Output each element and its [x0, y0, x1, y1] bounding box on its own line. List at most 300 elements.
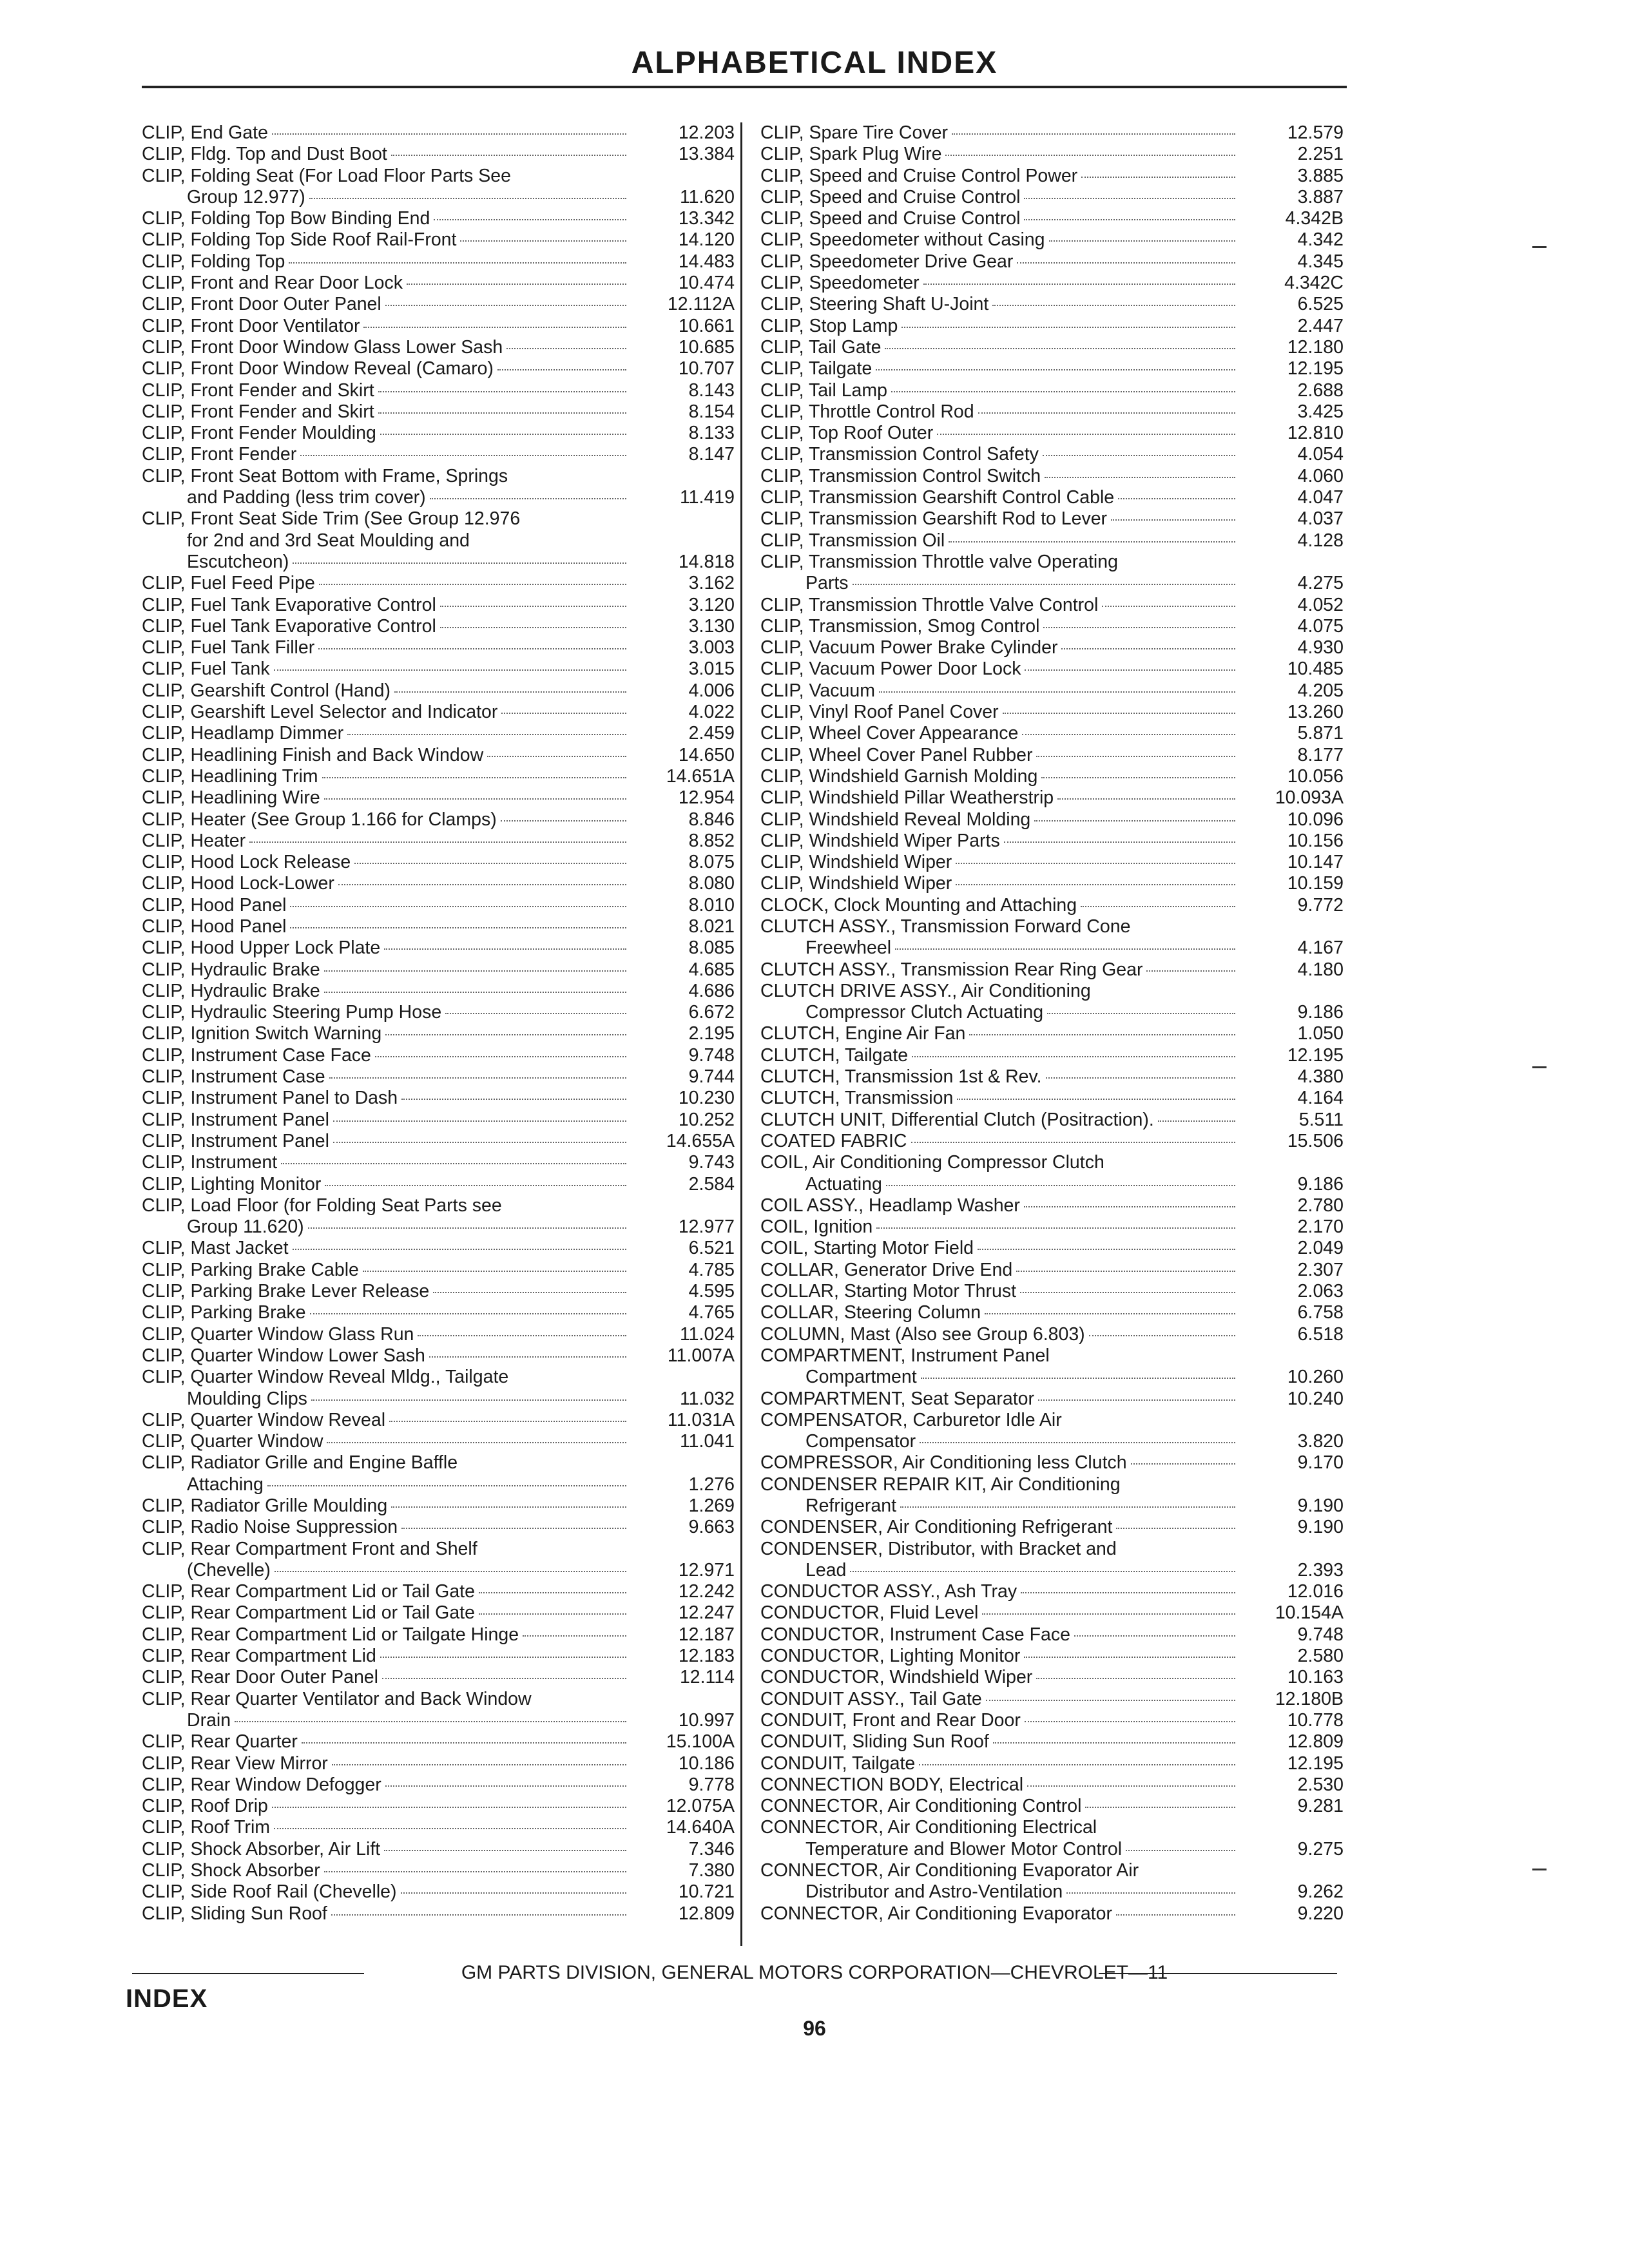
dot-leader	[275, 1571, 626, 1572]
dot-leader	[1045, 477, 1235, 478]
entry-line	[760, 229, 1247, 251]
dot-leader	[1036, 756, 1235, 757]
entry-text: CLIP, Quarter Window Glass Run	[142, 1323, 414, 1345]
entry-line	[760, 1539, 1247, 1560]
entry-page-ref: 14.120	[678, 229, 735, 251]
dot-leader	[952, 133, 1235, 135]
entry-text: CLIP, Vinyl Roof Panel Cover	[760, 702, 999, 723]
entry-description	[142, 658, 638, 680]
entry-page-ref: 10.056	[1287, 765, 1344, 787]
entry-line	[760, 1002, 1247, 1023]
entry-text: COLLAR, Starting Motor Thrust	[760, 1281, 1017, 1302]
entry-line	[760, 358, 1247, 380]
entry-description	[760, 1774, 1247, 1796]
entry-description	[760, 1624, 1247, 1646]
entry-text: CLIP, Speed and Cruise Control Power	[760, 165, 1078, 186]
entry-description	[760, 852, 1247, 873]
entry-description	[760, 1045, 1247, 1066]
entry-text: CLIP, Rear Compartment Lid or Tail Gate	[142, 1602, 475, 1624]
dot-leader	[347, 734, 626, 735]
dot-leader	[1022, 734, 1235, 735]
entry-text: CLIP, Front Door Outer Panel	[142, 294, 381, 315]
entry-line	[142, 530, 638, 552]
entry-description	[760, 1410, 1247, 1453]
entry-page-ref: 11.031A	[667, 1409, 735, 1430]
dot-leader	[333, 1142, 626, 1143]
entry-page-ref: 14.640A	[666, 1817, 735, 1838]
index-entry	[142, 1345, 735, 1367]
entry-text: CLIP, Fuel Feed Pipe	[142, 573, 315, 594]
entry-text: CLOCK, Clock Mounting and Attaching	[760, 894, 1077, 916]
entry-page-ref: 10.778	[1287, 1709, 1344, 1731]
entry-line	[142, 1602, 638, 1624]
entry-line	[760, 1174, 1247, 1195]
entry-description	[142, 1495, 638, 1517]
entry-text: CLIP, Transmission Throttle valve Operating	[760, 551, 1118, 572]
index-entry	[142, 1088, 735, 1109]
index-entry	[760, 616, 1344, 637]
dot-leader	[384, 1850, 626, 1851]
entry-text: CONDUCTOR, Windshield Wiper	[760, 1667, 1033, 1688]
entry-page-ref: 4.167	[1297, 937, 1344, 959]
index-entry	[142, 1517, 735, 1538]
entry-line	[760, 1045, 1247, 1066]
index-entry	[760, 444, 1344, 465]
entry-text: CLIP, Speedometer Drive Gear	[760, 251, 1014, 272]
index-entry	[760, 1689, 1344, 1710]
entry-page-ref: 12.954	[678, 787, 735, 809]
dot-leader	[487, 756, 626, 757]
entry-text: CLIP, Hydraulic Brake	[142, 980, 320, 1001]
entry-text: COMPENSATOR, Carburetor Idle Air	[760, 1409, 1062, 1430]
entry-line	[142, 1324, 638, 1345]
entry-description	[142, 1646, 638, 1667]
entry-line	[760, 616, 1247, 637]
entry-description	[760, 1281, 1247, 1302]
index-entry	[142, 1302, 735, 1323]
entry-text: CLIP, Rear Compartment Lid or Tail Gate	[142, 1581, 475, 1602]
index-entry	[142, 316, 735, 337]
entry-description	[760, 1066, 1247, 1088]
dot-leader	[338, 884, 626, 885]
index-entry	[760, 1774, 1344, 1796]
entry-line	[142, 723, 638, 744]
entry-page-ref: 10.240	[1287, 1388, 1344, 1409]
entry-line	[760, 637, 1247, 658]
entry-line	[142, 1066, 638, 1088]
footer-text: GM PARTS DIVISION, GENERAL MOTORS CORPORATION—CHEVROLET—11	[461, 1962, 1168, 1983]
entry-line	[142, 1689, 638, 1710]
entry-text: Actuating	[805, 1173, 882, 1195]
entry-text: CLIP, Transmission, Smog Control	[760, 615, 1040, 637]
entry-text: CLUTCH ASSY., Transmission Rear Ring Gear	[760, 959, 1143, 980]
entry-line	[760, 208, 1247, 229]
index-entry	[142, 937, 735, 959]
entry-line	[142, 294, 638, 315]
entry-line	[142, 466, 638, 487]
entry-text: CLIP, Fuel Tank Evaporative Control	[142, 615, 436, 637]
entry-text: CLIP, Wheel Cover Panel Rubber	[760, 744, 1033, 765]
entry-text: CONDENSER REPAIR KIT, Air Conditioning	[760, 1474, 1121, 1495]
entry-page-ref: 10.163	[1287, 1667, 1344, 1688]
entry-description	[142, 959, 638, 981]
entry-page-ref: 9.220	[1297, 1903, 1344, 1924]
entry-line	[760, 702, 1247, 723]
entry-text: Distributor and Astro-Ventilation	[805, 1881, 1063, 1903]
entry-description	[760, 1345, 1247, 1389]
entry-line	[142, 187, 638, 208]
entry-page-ref: 11.007A	[667, 1345, 735, 1366]
index-entry	[142, 702, 735, 723]
index-entry	[760, 229, 1344, 251]
entry-description	[142, 895, 638, 916]
entry-line	[142, 487, 638, 508]
dot-leader	[363, 327, 626, 328]
entry-line	[760, 337, 1247, 358]
entry-line	[142, 787, 638, 809]
entry-page-ref: 8.147	[688, 444, 735, 465]
entry-text: CLIP, Load Floor (for Folding Seat Parts see	[142, 1195, 502, 1216]
entry-line	[760, 787, 1247, 809]
entry-description	[760, 1324, 1247, 1345]
entry-line	[760, 916, 1247, 937]
index-entry	[760, 316, 1344, 337]
dot-leader	[1047, 1013, 1235, 1014]
entry-text: COIL, Starting Motor Field	[760, 1238, 974, 1259]
dot-leader	[385, 1034, 626, 1035]
index-entry	[760, 1710, 1344, 1731]
index-entry	[760, 487, 1344, 508]
entry-line	[142, 916, 638, 937]
dot-leader	[1024, 198, 1235, 199]
section-label: INDEX	[126, 1984, 208, 2013]
dot-leader	[434, 219, 626, 220]
entry-description	[760, 1023, 1247, 1044]
entry-page-ref: 10.252	[678, 1109, 735, 1130]
entry-text: COLLAR, Generator Drive End	[760, 1259, 1013, 1280]
dot-leader	[389, 1421, 626, 1422]
entry-text: CLIP, Instrument	[142, 1152, 278, 1173]
dot-leader	[1027, 1785, 1235, 1787]
dot-leader	[978, 1249, 1235, 1250]
entry-page-ref: 8.846	[688, 809, 735, 830]
entry-description	[142, 1324, 638, 1345]
entry-text: CLIP, Quarter Window Reveal	[142, 1409, 386, 1430]
entry-page-ref: 2.195	[688, 1023, 735, 1044]
entry-page-ref: 7.346	[688, 1838, 735, 1860]
entry-page-ref: 3.120	[688, 594, 735, 615]
entry-description	[760, 144, 1247, 165]
entry-text: CLIP, Sliding Sun Roof	[142, 1903, 327, 1924]
entry-line	[142, 122, 638, 144]
dot-leader	[401, 1892, 627, 1894]
entry-line	[760, 1881, 1247, 1903]
entry-line	[142, 1860, 638, 1881]
index-entry	[142, 852, 735, 873]
entry-text: CLIP, Transmission Gearshift Rod to Lever	[760, 508, 1108, 530]
index-entry	[760, 1731, 1344, 1753]
entry-description	[760, 1860, 1247, 1903]
entry-text: CONDUCTOR ASSY., Ash Tray	[760, 1581, 1017, 1602]
entry-line	[760, 1602, 1247, 1624]
dot-leader	[1049, 240, 1236, 242]
entry-page-ref: 3.425	[1297, 401, 1344, 422]
entry-description	[142, 787, 638, 809]
entry-page-ref: 4.342B	[1285, 208, 1344, 229]
entry-text: Lead	[805, 1559, 847, 1581]
entry-text: CLUTCH, Transmission 1st & Rev.	[760, 1066, 1042, 1088]
entry-page-ref: 9.663	[688, 1517, 735, 1538]
entry-line	[142, 1410, 638, 1431]
entry-text: CONDENSER, Air Conditioning Refrigerant	[760, 1517, 1113, 1538]
entry-text: CLIP, End Gate	[142, 122, 268, 143]
dot-leader	[1020, 1292, 1235, 1293]
index-entry	[142, 1881, 735, 1903]
index-entry	[760, 1624, 1344, 1646]
entry-line	[760, 895, 1247, 916]
index-entry	[142, 251, 735, 273]
entry-page-ref: 6.672	[688, 1002, 735, 1023]
entry-description	[760, 702, 1247, 723]
dot-leader	[901, 327, 1235, 328]
dot-leader	[1041, 777, 1235, 778]
entry-text: CLIP, Folding Seat (For Load Floor Parts See	[142, 165, 511, 186]
entry-line	[142, 1624, 638, 1646]
entry-text: CLIP, Shock Absorber	[142, 1860, 320, 1881]
entry-description	[142, 723, 638, 744]
dot-leader	[969, 1034, 1235, 1035]
entry-line	[142, 680, 638, 702]
dot-leader	[1036, 1678, 1235, 1679]
index-entry	[142, 380, 735, 401]
entry-description	[142, 637, 638, 658]
index-entry	[760, 1045, 1344, 1066]
entry-description	[760, 1302, 1247, 1323]
entry-page-ref: 4.595	[688, 1281, 735, 1302]
entry-text: CLUTCH ASSY., Transmission Forward Cone	[760, 916, 1131, 937]
dot-leader	[445, 1013, 626, 1014]
entry-text: Attaching	[187, 1474, 264, 1495]
entry-line	[142, 337, 638, 358]
index-entry	[142, 273, 735, 294]
index-entry	[760, 208, 1344, 229]
index-entry	[760, 166, 1344, 187]
entry-text: CONDUCTOR, Lighting Monitor	[760, 1646, 1021, 1667]
entry-description	[760, 1260, 1247, 1281]
entry-line	[142, 1281, 638, 1302]
entry-description	[142, 166, 638, 209]
dot-leader	[911, 1142, 1236, 1143]
entry-text: CLIP, Rear Compartment Front and Shelf	[142, 1538, 477, 1559]
dot-leader	[957, 1099, 1235, 1100]
entry-description	[760, 916, 1247, 959]
index-entry	[142, 1002, 735, 1023]
entry-line	[142, 208, 638, 229]
dot-leader	[235, 1721, 626, 1722]
entry-page-ref: 4.128	[1297, 530, 1344, 551]
index-entry	[760, 337, 1344, 358]
index-entry	[142, 981, 735, 1002]
entry-line	[142, 1002, 638, 1023]
entry-description	[760, 444, 1247, 465]
entry-description	[760, 1731, 1247, 1753]
entry-line	[760, 680, 1247, 702]
entry-line	[142, 959, 638, 981]
entry-text: CONDUCTOR, Fluid Level	[760, 1602, 979, 1624]
page-number: 96	[803, 2017, 826, 2040]
dot-leader	[1081, 177, 1235, 178]
dot-leader	[293, 562, 626, 564]
entry-line	[142, 702, 638, 723]
dot-leader	[1089, 1335, 1235, 1336]
entry-text: COATED FABRIC	[760, 1130, 907, 1151]
entry-text: CONNECTOR, Air Conditioning Control	[760, 1796, 1082, 1817]
entry-page-ref: 3.015	[688, 658, 735, 680]
entry-text: CLIP, Windshield Wiper Parts	[760, 830, 1000, 851]
entry-text: and Padding (less trim cover)	[187, 487, 426, 508]
entry-text: Parts	[805, 573, 849, 594]
entry-page-ref: 9.186	[1297, 1002, 1344, 1023]
entry-page-ref: 12.187	[678, 1624, 735, 1645]
entry-line	[142, 1389, 638, 1410]
entry-line	[760, 573, 1247, 594]
index-entry	[142, 1410, 735, 1431]
index-entry	[142, 1281, 735, 1302]
index-entry	[142, 1817, 735, 1838]
index-entry	[142, 723, 735, 744]
entry-page-ref: 8.143	[688, 380, 735, 401]
entry-text: CLIP, Front Fender and Skirt	[142, 401, 374, 422]
entry-page-ref: 4.342C	[1284, 273, 1344, 294]
entry-text: CLIP, Rear Compartment Lid	[142, 1646, 376, 1667]
entry-line	[760, 1088, 1247, 1109]
entry-description	[760, 1131, 1247, 1152]
entry-page-ref: 2.688	[1297, 380, 1344, 401]
entry-text: COMPRESSOR, Air Conditioning less Clutch	[760, 1452, 1127, 1474]
entry-description	[760, 1110, 1247, 1131]
index-entry	[142, 1152, 735, 1173]
entry-text: CLIP, Top Roof Outer	[760, 423, 934, 444]
dot-leader	[327, 1442, 626, 1443]
entry-page-ref: 2.530	[1297, 1774, 1344, 1795]
entry-description	[760, 1753, 1247, 1774]
dot-leader	[324, 1871, 626, 1872]
index-entry	[142, 1238, 735, 1259]
entry-page-ref: 10.230	[678, 1088, 735, 1109]
entry-description	[142, 852, 638, 873]
entry-text: CONDUIT, Sliding Sun Roof	[760, 1731, 989, 1753]
index-entry	[760, 1238, 1344, 1259]
entry-description	[760, 787, 1247, 809]
entry-page-ref: 9.778	[688, 1774, 735, 1795]
entry-line	[760, 1238, 1247, 1259]
dot-leader	[363, 1271, 626, 1272]
entry-page-ref: 12.195	[1287, 1044, 1344, 1066]
entry-page-ref: 4.930	[1297, 637, 1344, 658]
entry-description	[760, 723, 1247, 744]
entry-page-ref: 12.810	[1287, 423, 1344, 444]
dot-leader	[1116, 1528, 1235, 1529]
entry-page-ref: 12.183	[678, 1646, 735, 1667]
entry-line	[142, 273, 638, 294]
entry-text: CLIP, Rear Quarter	[142, 1731, 298, 1753]
index-entry	[760, 251, 1344, 273]
entry-text: CLIP, Lighting Monitor	[142, 1173, 322, 1195]
entry-description	[760, 358, 1247, 380]
index-entry	[142, 573, 735, 594]
entry-page-ref: 14.818	[678, 551, 735, 572]
index-entry	[760, 1667, 1344, 1688]
entry-line	[760, 1023, 1247, 1044]
entry-description	[760, 487, 1247, 508]
entry-text: CLIP, Transmission Control Switch	[760, 465, 1041, 486]
entry-text: CONDUIT, Tailgate	[760, 1753, 916, 1774]
entry-line	[760, 1324, 1247, 1345]
index-entry	[760, 273, 1344, 294]
index-entry	[142, 680, 735, 702]
entry-description	[760, 423, 1247, 444]
entry-description	[142, 702, 638, 723]
entry-description	[760, 1581, 1247, 1602]
entry-text: CLIP, Vacuum Power Brake Cylinder	[760, 637, 1058, 658]
entry-line	[142, 873, 638, 894]
entry-page-ref: 10.186	[678, 1753, 735, 1774]
index-entry	[760, 552, 1344, 595]
entry-text: CLIP, Ignition Switch Warning	[142, 1023, 382, 1044]
dot-leader	[885, 348, 1235, 349]
entry-line	[760, 959, 1247, 981]
dot-leader	[249, 841, 626, 843]
entry-text: CLIP, Transmission Throttle Valve Control	[760, 594, 1099, 615]
entry-text: Refrigerant	[805, 1495, 896, 1516]
dot-leader	[380, 1657, 626, 1658]
entry-page-ref: 6.525	[1297, 294, 1344, 315]
entry-line	[142, 831, 638, 852]
index-entry	[142, 1581, 735, 1602]
entry-page-ref: 4.765	[688, 1302, 735, 1323]
entry-line	[142, 1431, 638, 1452]
entry-page-ref: 2.584	[688, 1173, 735, 1195]
entry-text: Compressor Clutch Actuating	[805, 1002, 1044, 1023]
dot-leader	[1043, 627, 1235, 628]
entry-line	[142, 1452, 638, 1474]
entry-description	[142, 358, 638, 380]
entry-text: CLIP, Rear Quarter Ventilator and Back Window	[142, 1688, 532, 1709]
entry-page-ref: 12.809	[1287, 1731, 1344, 1753]
entry-line	[760, 1710, 1247, 1731]
index-entry	[142, 337, 735, 358]
index-entry	[142, 1860, 735, 1881]
entry-text: CLIP, Roof Trim	[142, 1817, 271, 1838]
entry-line	[142, 1560, 638, 1581]
entry-text: CLIP, Transmission Control Safety	[760, 444, 1039, 465]
entry-text: CLIP, Fuel Tank	[142, 658, 270, 680]
entry-description	[760, 637, 1247, 658]
dot-leader	[324, 798, 626, 800]
entry-text: CLIP, Windshield Wiper	[760, 873, 952, 894]
entry-page-ref: 15.100A	[666, 1731, 735, 1753]
entry-description	[760, 873, 1247, 894]
entry-description	[142, 1539, 638, 1582]
index-entry	[142, 294, 735, 315]
entry-description	[760, 1238, 1247, 1259]
entry-page-ref: 4.205	[1297, 680, 1344, 701]
entry-description	[760, 680, 1247, 702]
entry-description	[142, 401, 638, 423]
entry-text: CLIP, Hood Lock-Lower	[142, 873, 334, 894]
dot-leader	[895, 948, 1235, 950]
dot-leader	[1066, 1892, 1235, 1894]
